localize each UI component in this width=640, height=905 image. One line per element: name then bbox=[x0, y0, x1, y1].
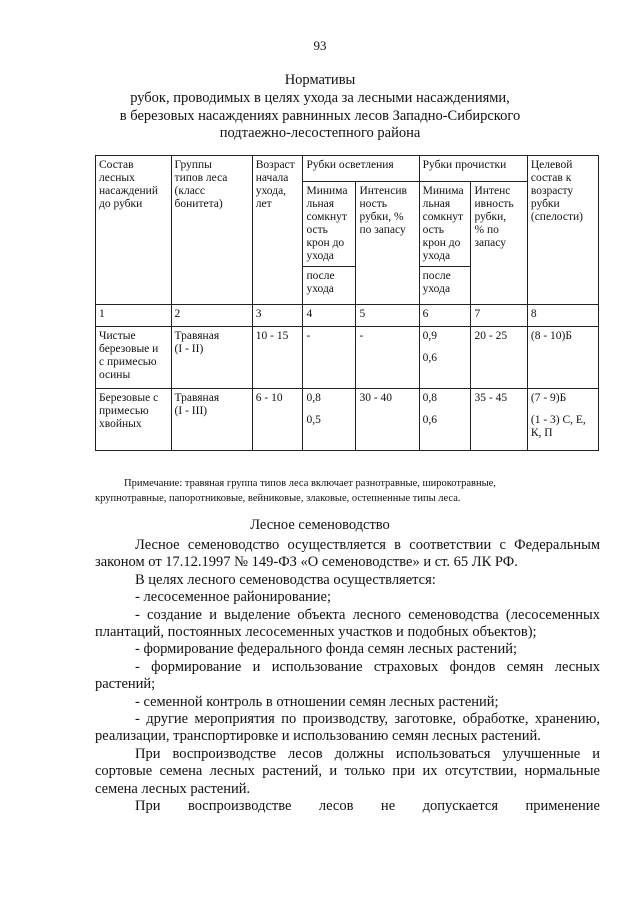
cell-line: ухода bbox=[306, 283, 334, 295]
cell-line: сомкнут bbox=[306, 211, 347, 223]
cell-line: К, П bbox=[530, 427, 553, 439]
cell-line: ухода, bbox=[255, 185, 287, 197]
header-composition bbox=[96, 156, 172, 305]
paragraph: При воспроизводстве лесов должны использоваться улучшенные и сортовые семена лесных растений, и только при их отсутствии, нормальные семена лесных растений. bbox=[95, 745, 600, 797]
header-min-density bbox=[303, 182, 356, 267]
cell-line: после bbox=[422, 270, 451, 282]
cell-thin-density bbox=[419, 389, 471, 451]
cell-line: ухода bbox=[306, 250, 334, 262]
column-number: 5 bbox=[356, 305, 419, 327]
column-number: 7 bbox=[471, 305, 527, 327]
table-row bbox=[96, 389, 599, 451]
paragraph: - семенной контроль в отношении семян лесных растений; bbox=[135, 693, 499, 710]
title-line: рубок, проводимых в целях ухода за лесными насаждениями, bbox=[130, 90, 510, 106]
header-after bbox=[419, 267, 471, 305]
cell-clear-intensity: 30 - 40 bbox=[356, 389, 419, 451]
paragraph: - формирование и использование страховых фондов семян лесных растений; bbox=[95, 658, 600, 693]
cell-line: ухода bbox=[422, 283, 451, 295]
column-number: 6 bbox=[419, 305, 471, 327]
cell-line: Минима bbox=[422, 185, 464, 197]
header-intensity-clearing bbox=[356, 182, 419, 305]
cell-line: 0,8 bbox=[306, 392, 321, 404]
cell-line: запасу bbox=[474, 237, 506, 249]
paragraph: - лесосеменное районирование; bbox=[135, 589, 331, 606]
cell-line: насаждений bbox=[99, 185, 158, 197]
paragraph: - формирование федерального фонда семян лесных растений; bbox=[135, 641, 517, 658]
cell-line: льная bbox=[422, 198, 451, 210]
column-number: 4 bbox=[303, 305, 356, 327]
cell-line: Целевой bbox=[530, 159, 573, 171]
cell-line: ность bbox=[359, 198, 388, 210]
column-number: 3 bbox=[252, 305, 303, 327]
cell-line: лесных bbox=[99, 172, 135, 184]
cell-line: лет bbox=[255, 198, 272, 210]
cell-line: Чистые bbox=[99, 330, 136, 342]
cell-line: ивность bbox=[474, 198, 514, 210]
title-line: подтаежно-лесостепного района bbox=[219, 125, 421, 141]
cell-line: (класс bbox=[174, 185, 206, 197]
note-line: крупнотравные, папоротниковые, вейниковые, злаковые, остепненные типы леса. bbox=[95, 493, 461, 504]
cell-thin-intensity: 35 - 45 bbox=[471, 389, 527, 451]
cell-line: возрасту bbox=[530, 185, 574, 197]
cell-line: ухода bbox=[422, 250, 451, 262]
cell-target bbox=[527, 389, 598, 451]
paragraph: При воспроизводстве лесов не допускается применение bbox=[135, 798, 600, 815]
cell-line: осины bbox=[99, 369, 131, 381]
cell-line: Травяная bbox=[174, 392, 220, 404]
cell-line: до рубки bbox=[99, 198, 143, 210]
cell-groups bbox=[171, 327, 252, 389]
table-note bbox=[95, 476, 600, 506]
cell-line: 0,8 bbox=[422, 392, 437, 404]
cell-line: хвойных bbox=[99, 418, 142, 430]
header-thinning: Рубки прочистки bbox=[419, 156, 527, 182]
paragraph: Лесное семеноводство осуществляется в соответствии с Федеральным законом от 17.12.1997 № 149-ФЗ «О семеноводстве» и ст. 65 ЛК РФ. bbox=[95, 537, 600, 571]
cell-line: сомкнут bbox=[422, 211, 464, 223]
cell-line: ость bbox=[422, 224, 445, 236]
cell-line: Травяная bbox=[174, 330, 220, 342]
cell-line: примесью bbox=[99, 405, 149, 417]
cell-line: 0,9 bbox=[422, 330, 437, 342]
cell-thin-intensity: 20 - 25 bbox=[471, 327, 527, 389]
paragraph: - создание и выделение объекта лесного семеноводства (лесосеменных плантаций, постоянных лесосеменных участков и подобных объектов); bbox=[95, 606, 600, 641]
cell-line: Интенсив bbox=[359, 185, 407, 197]
cell-line: состав к bbox=[530, 172, 572, 184]
cell-line: (1 - 3) С, Е, bbox=[530, 414, 586, 426]
cell-line: рубки, % bbox=[359, 211, 404, 223]
cell-line: с примесью bbox=[99, 356, 157, 368]
title-line: в березовых насаждениях равнинных лесов Западно-Сибирского bbox=[119, 108, 521, 124]
cell-composition bbox=[96, 389, 172, 451]
cell-line: Интенс bbox=[474, 185, 511, 197]
cell-line: 0,6 bbox=[422, 352, 437, 364]
cell-line: крон до bbox=[306, 237, 345, 249]
header-min-density bbox=[419, 182, 471, 267]
cell-line: березовые и bbox=[99, 343, 159, 355]
table-row bbox=[96, 327, 599, 389]
cell-line: (спелости) bbox=[530, 211, 583, 223]
cell-line: (7 - 9)Б bbox=[530, 392, 567, 404]
cell-age: 6 - 10 bbox=[252, 389, 303, 451]
header-age bbox=[252, 156, 303, 305]
page-number: 93 bbox=[313, 38, 327, 53]
cell-line: - bbox=[306, 330, 311, 342]
cell-line: % по bbox=[474, 224, 499, 236]
cell-line: крон до bbox=[422, 237, 461, 249]
column-number: 1 bbox=[96, 305, 172, 327]
cell-clear-intensity: - bbox=[356, 327, 419, 389]
cell-clear-density bbox=[303, 327, 356, 389]
cell-line: Березовые с bbox=[99, 392, 159, 404]
cell-line: начала bbox=[255, 172, 289, 184]
header-clearing: Рубки осветления bbox=[303, 156, 419, 182]
norms-table bbox=[95, 155, 599, 451]
cell-line: льная bbox=[306, 198, 335, 210]
cell-line: бонитета) bbox=[174, 198, 223, 210]
cell-line: (I - III) bbox=[174, 405, 208, 417]
cell-line: 0,6 bbox=[422, 414, 437, 426]
cell-clear-density bbox=[303, 389, 356, 451]
cell-line: 0,5 bbox=[306, 414, 321, 426]
column-number: 8 bbox=[527, 305, 598, 327]
header-groups bbox=[171, 156, 252, 305]
cell-line: рубки, bbox=[474, 211, 507, 223]
cell-line: типов леса bbox=[174, 172, 228, 184]
cell-line: Группы bbox=[174, 159, 212, 171]
cell-line: (I - II) bbox=[174, 343, 204, 355]
cell-target bbox=[527, 327, 598, 389]
cell-line: Состав bbox=[99, 159, 134, 171]
header-intensity-thinning bbox=[471, 182, 527, 305]
title-line: Нормативы bbox=[284, 72, 356, 88]
cell-thin-density bbox=[419, 327, 471, 389]
paragraph: В целях лесного семеноводства осуществляется: bbox=[135, 571, 436, 588]
cell-line: Возраст bbox=[255, 159, 295, 171]
cell-line: рубки bbox=[530, 198, 560, 210]
column-number: 2 bbox=[171, 305, 252, 327]
header-after bbox=[303, 267, 356, 305]
cell-line: ость bbox=[306, 224, 328, 236]
header-target bbox=[527, 156, 598, 305]
section-title: Лесное семеноводство bbox=[250, 517, 390, 533]
body-text bbox=[95, 537, 600, 816]
cell-line: после bbox=[306, 270, 335, 282]
cell-groups bbox=[171, 389, 252, 451]
column-numbers-row bbox=[96, 305, 599, 327]
cell-age: 10 - 15 bbox=[252, 327, 303, 389]
cell-line: (8 - 10)Б bbox=[530, 330, 572, 342]
cell-composition bbox=[96, 327, 172, 389]
cell-line: по запасу bbox=[359, 224, 406, 236]
note-line: Примечание: травяная группа типов леса включает разнотравные, широкотравные, bbox=[124, 478, 496, 489]
cell-line: Минима bbox=[306, 185, 348, 197]
paragraph: - другие мероприятия по производству, заготовке, обработке, хранению, реализации, транспортировке и использованию семян лесных растений. bbox=[95, 711, 600, 745]
